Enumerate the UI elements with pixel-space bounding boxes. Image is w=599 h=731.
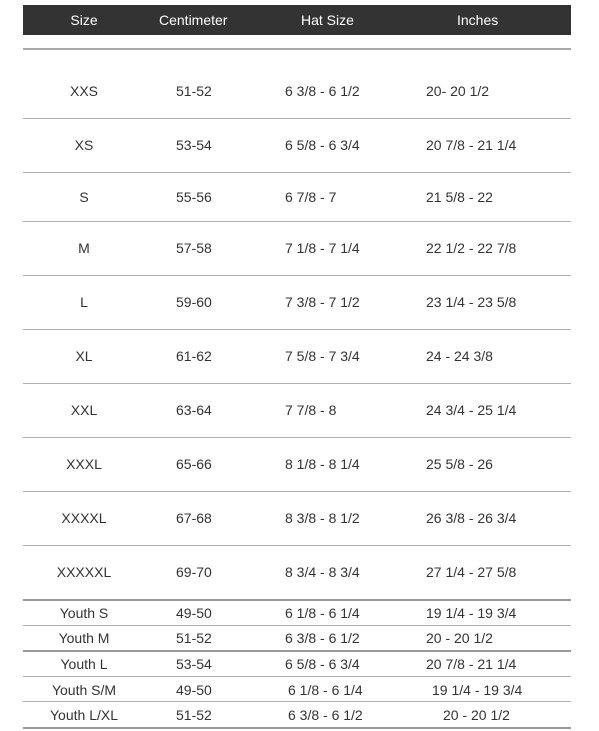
cell-hat-size: 7 7/8 - 8	[285, 402, 337, 418]
cell-inches: 27 1/4 - 27 5/8	[426, 564, 517, 580]
cell-hat-size: 6 3/8 - 6 1/2	[288, 707, 363, 723]
cell-size: XXXXL	[61, 510, 107, 526]
row-divider	[23, 625, 571, 626]
row-divider	[23, 172, 571, 173]
cell-size: XXL	[70, 402, 98, 418]
cell-hat-size: 6 3/8 - 6 1/2	[285, 630, 360, 646]
cell-inches: 19 1/4 - 19 3/4	[426, 605, 517, 621]
cell-inches: 19 1/4 - 19 3/4	[432, 682, 523, 698]
header-inches: Inches	[457, 12, 499, 28]
cell-size: S	[79, 189, 89, 205]
cell-size: L	[80, 294, 88, 310]
cell-centimeter: 63-64	[176, 402, 212, 418]
cell-size: XXS	[69, 83, 98, 99]
cell-size: XXXXXL	[56, 564, 112, 580]
cell-centimeter: 51-52	[176, 707, 212, 723]
cell-hat-size: 7 5/8 - 7 3/4	[285, 348, 360, 364]
row-divider	[23, 727, 571, 729]
cell-inches: 24 - 24 3/8	[426, 348, 493, 364]
cell-hat-size: 6 3/8 - 6 1/2	[285, 83, 360, 99]
cell-centimeter: 69-70	[176, 564, 212, 580]
cell-inches: 23 1/4 - 23 5/8	[426, 294, 517, 310]
row-divider	[23, 599, 571, 601]
cell-inches: 21 5/8 - 22	[426, 189, 493, 205]
cell-centimeter: 49-50	[176, 605, 212, 621]
cell-hat-size: 6 1/8 - 6 1/4	[288, 682, 363, 698]
header-divider	[23, 48, 571, 50]
cell-size: Youth L/XL	[50, 707, 118, 723]
cell-size: Youth S	[59, 605, 109, 621]
cell-centimeter: 59-60	[176, 294, 212, 310]
cell-inches: 20 7/8 - 21 1/4	[426, 137, 517, 153]
row-divider	[23, 437, 571, 438]
cell-centimeter: 51-52	[176, 630, 212, 646]
cell-size: Youth M	[58, 630, 110, 646]
cell-centimeter: 49-50	[176, 682, 212, 698]
cell-hat-size: 7 3/8 - 7 1/2	[285, 294, 360, 310]
cell-size: Youth S/M	[51, 682, 117, 698]
row-divider	[23, 383, 571, 384]
header-hat-size: Hat Size	[301, 12, 354, 28]
cell-inches: 20 - 20 1/2	[426, 630, 493, 646]
cell-size: XXXL	[66, 456, 102, 472]
cell-hat-size: 6 5/8 - 6 3/4	[285, 656, 360, 672]
cell-centimeter: 57-58	[176, 240, 212, 256]
cell-inches: 20 7/8 - 21 1/4	[426, 656, 517, 672]
row-divider	[23, 650, 571, 652]
cell-hat-size: 8 3/8 - 8 1/2	[285, 510, 360, 526]
cell-size: M	[78, 240, 90, 256]
cell-centimeter: 51-52	[176, 83, 212, 99]
cell-inches: 26 3/8 - 26 3/4	[426, 510, 517, 526]
header-centimeter: Centimeter	[159, 12, 228, 28]
cell-hat-size: 6 5/8 - 6 3/4	[285, 137, 360, 153]
row-divider	[23, 545, 571, 546]
cell-centimeter: 61-62	[176, 348, 212, 364]
cell-centimeter: 67-68	[176, 510, 212, 526]
cell-centimeter: 55-56	[176, 189, 212, 205]
cell-hat-size: 6 1/8 - 6 1/4	[285, 605, 360, 621]
cell-centimeter: 65-66	[176, 456, 212, 472]
cell-inches: 24 3/4 - 25 1/4	[426, 402, 517, 418]
row-divider	[23, 329, 571, 330]
cell-inches: 22 1/2 - 22 7/8	[426, 240, 517, 256]
cell-hat-size: 8 3/4 - 8 3/4	[285, 564, 360, 580]
cell-centimeter: 53-54	[176, 137, 212, 153]
row-divider	[23, 491, 571, 492]
cell-size: XS	[74, 137, 94, 153]
row-divider	[23, 221, 571, 222]
cell-inches: 20- 20 1/2	[426, 83, 490, 99]
row-divider	[23, 118, 571, 119]
table-header	[23, 5, 571, 35]
cell-hat-size: 6 7/8 - 7	[285, 189, 337, 205]
cell-size: XL	[75, 348, 93, 364]
row-divider	[23, 701, 571, 702]
cell-inches: 20 - 20 1/2	[443, 707, 510, 723]
cell-hat-size: 7 1/8 - 7 1/4	[285, 240, 360, 256]
row-divider	[23, 275, 571, 276]
row-divider	[23, 676, 571, 677]
cell-inches: 25 5/8 - 26	[426, 456, 493, 472]
cell-centimeter: 53-54	[176, 656, 212, 672]
cell-hat-size: 8 1/8 - 8 1/4	[285, 456, 360, 472]
cell-size: Youth L	[60, 656, 108, 672]
header-size: Size	[70, 12, 98, 28]
